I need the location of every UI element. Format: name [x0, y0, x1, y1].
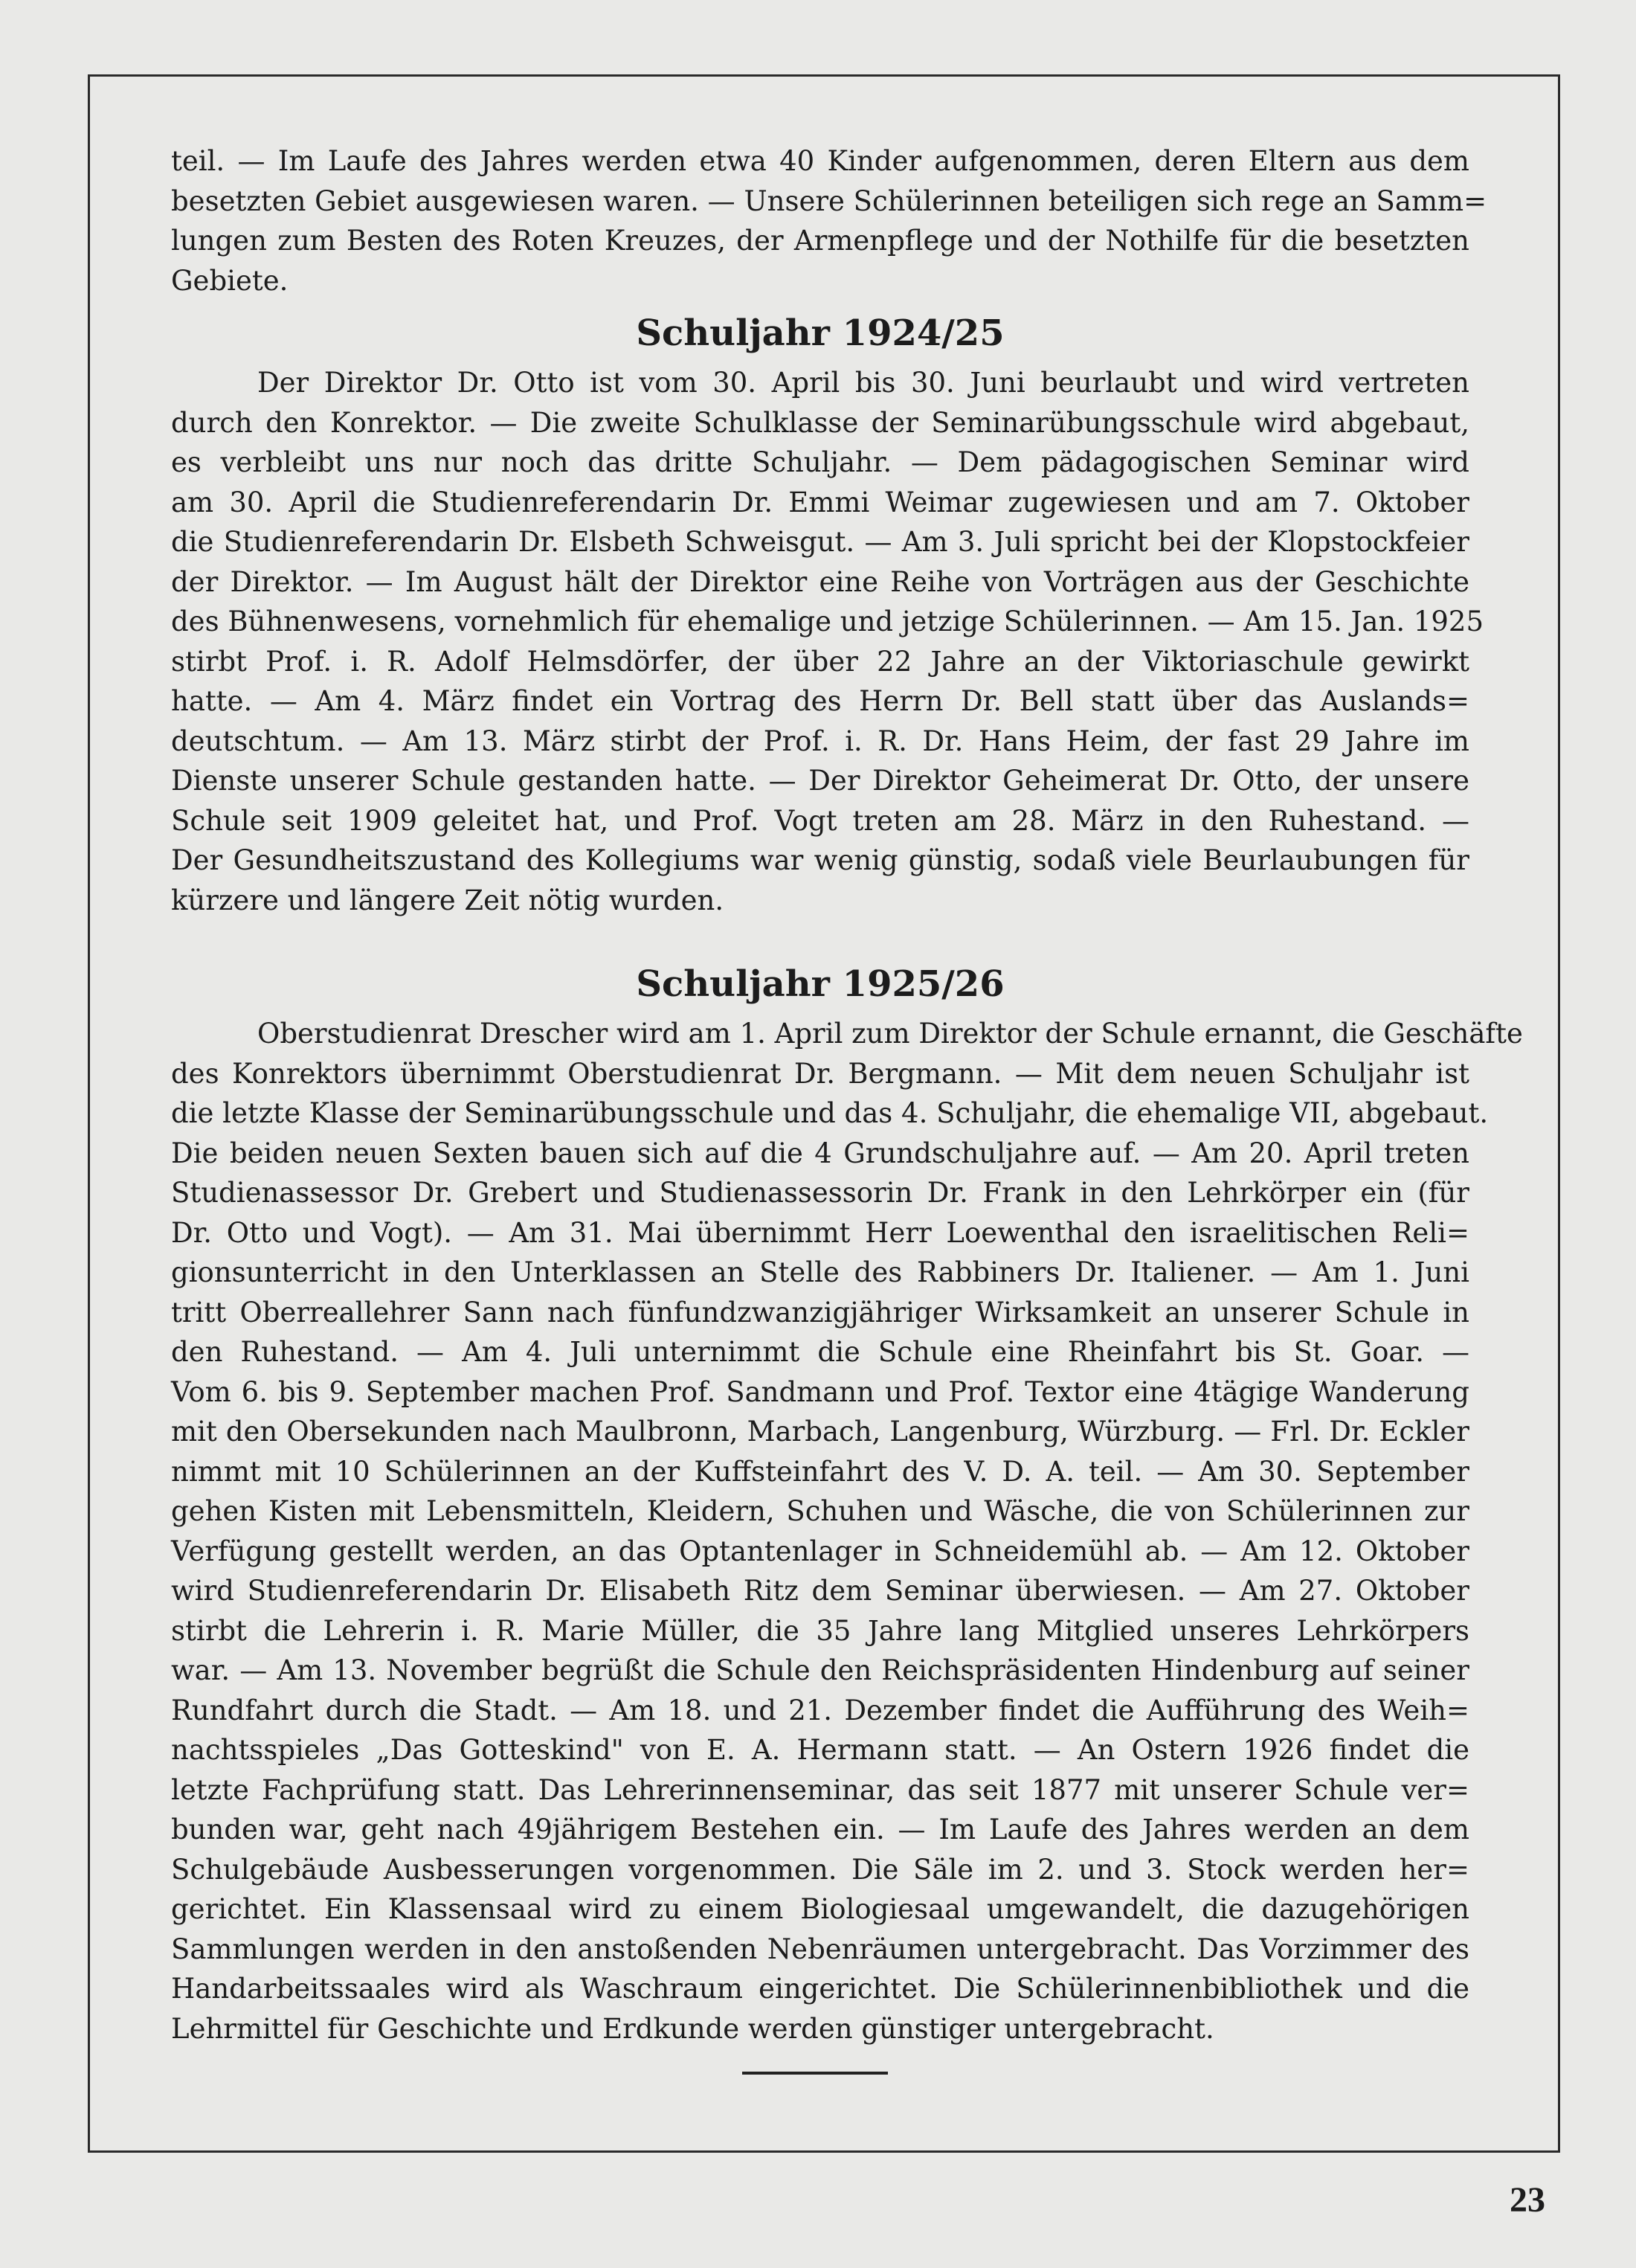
section-heading-1925-26: Schuljahr 1925/26	[636, 963, 1005, 1005]
text-line: die Studienreferendarin Dr. Elsbeth Schweisgut. — Am 3. Juli spricht bei der Klopstockfeier	[171, 526, 1469, 558]
text-line: stirbt die Lehrerin i. R. Marie Müller, die 35 Jahre lang Mitglied unseres Lehrkörpers	[171, 1614, 1469, 1647]
section-end-rule	[742, 2072, 888, 2075]
text-line: gehen Kisten mit Lebensmitteln, Kleidern, Schuhen und Wäsche, die von Schülerinnen zur	[171, 1495, 1469, 1527]
text-line: Die beiden neuen Sexten bauen sich auf die 4 Grundschuljahre auf. — Am 20. April treten	[171, 1137, 1469, 1169]
text-line: Handarbeitssaales wird als Waschraum eingerichtet. Die Schülerinnenbibliothek und die	[171, 1973, 1469, 2005]
text-line: Vom 6. bis 9. September machen Prof. Sandmann und Prof. Textor eine 4tägige Wanderung	[171, 1375, 1469, 1408]
section-1925-26-paragraph	[171, 1014, 1523, 2049]
section-heading-1924-25: Schuljahr 1924/25	[636, 312, 1005, 354]
text-line: der Direktor. — Im August hält der Direktor eine Reihe von Vorträgen aus der Geschichte	[171, 565, 1469, 598]
text-line: hatte. — Am 4. März findet ein Vortrag des Herrn Dr. Bell statt über das Auslands=	[171, 685, 1469, 717]
intro-paragraph	[171, 141, 1487, 301]
text-line: wird Studienreferendarin Dr. Elisabeth Ritz dem Seminar überwiesen. — Am 27. Oktober	[171, 1575, 1469, 1607]
text-line: es verbleibt uns nur noch das dritte Schuljahr. — Dem pädagogischen Seminar wird	[171, 446, 1469, 478]
text-line: durch den Konrektor. — Die zweite Schulklasse der Seminarübungsschule wird abgebaut,	[171, 406, 1469, 439]
text-line: Schule seit 1909 geleitet hat, und Prof. Vogt treten am 28. März in den Ruhestand. —	[171, 804, 1469, 837]
page-number: 23	[1510, 2180, 1545, 2220]
text-line: Oberstudienrat Drescher wird am 1. April zum Direktor der Schule ernannt, die Geschäfte	[257, 1018, 1523, 1050]
text-line: war. — Am 13. November begrüßt die Schule den Reichspräsidenten Hindenburg auf seiner	[171, 1654, 1469, 1686]
text-line: Der Direktor Dr. Otto ist vom 30. April bis 30. Juni beurlaubt und wird vertreten	[257, 367, 1469, 399]
text-line: kürzere und längere Zeit nötig wurden.	[171, 884, 724, 916]
text-line: des Bühnenwesens, vornehmlich für ehemalige und jetzige Schülerinnen. — Am 15. Jan. 1925	[171, 605, 1484, 637]
text-line: Rundfahrt durch die Stadt. — Am 18. und 21. Dezember findet die Aufführung des Weih=	[171, 1694, 1469, 1726]
text-line: Dr. Otto und Vogt). — Am 31. Mai übernimmt Herr Loewenthal den israelitischen Reli=	[171, 1216, 1469, 1249]
text-line: des Konrektors übernimmt Oberstudienrat Dr. Bergmann. — Mit dem neuen Schuljahr ist	[171, 1057, 1469, 1090]
text-line: Lehrmittel für Geschichte und Erdkunde werden günstiger untergebracht.	[171, 2012, 1214, 2045]
text-line: deutschtum. — Am 13. März stirbt der Prof. i. R. Dr. Hans Heim, der fast 29 Jahre im	[171, 725, 1469, 757]
text-line: Schulgebäude Ausbesserungen vorgenommen. Die Säle im 2. und 3. Stock werden her=	[171, 1853, 1469, 1886]
text-line: Der Gesundheitszustand des Kollegiums war wenig günstig, sodaß viele Beurlaubungen für	[171, 844, 1469, 876]
text-line: stirbt Prof. i. R. Adolf Helmsdörfer, der über 22 Jahre an der Viktoriaschule gewirkt	[171, 645, 1469, 678]
text-line: gerichtet. Ein Klassensaal wird zu einem Biologiesaal umgewandelt, die dazugehörigen	[171, 1893, 1469, 1925]
text-line: Dienste unserer Schule gestanden hatte. — Der Direktor Geheimerat Dr. Otto, der unsere	[171, 765, 1469, 797]
text-line: bunden war, geht nach 49jährigem Bestehen ein. — Im Laufe des Jahres werden an dem	[171, 1814, 1469, 1845]
document-body	[171, 141, 1523, 2049]
text-line: nimmt mit 10 Schülerinnen an der Kuffsteinfahrt des V. D. A. teil. — Am 30. September	[171, 1455, 1469, 1488]
text-line: teil. — Im Laufe des Jahres werden etwa 40 Kinder aufgenommen, deren Eltern aus dem	[171, 145, 1469, 177]
text-line: lungen zum Besten des Roten Kreuzes, der Armenpflege und der Nothilfe für die besetzten	[171, 225, 1469, 257]
text-line: Sammlungen werden in den anstoßenden Nebenräumen untergebracht. Das Vorzimmer des	[171, 1933, 1469, 1965]
section-1924-25-paragraph	[171, 363, 1484, 920]
text-line: Studienassessor Dr. Grebert und Studienassessorin Dr. Frank in den Lehrkörper ein (für	[171, 1177, 1469, 1209]
text-line: besetzten Gebiet ausgewiesen waren. — Unsere Schülerinnen beteiligen sich rege an Samm=	[171, 184, 1487, 217]
text-line: tritt Oberreallehrer Sann nach fünfundzwanzigjähriger Wirksamkeit an unserer Schule in	[171, 1296, 1469, 1329]
text-line: Verfügung gestellt werden, an das Optantenlager in Schneidemühl ab. — Am 12. Oktober	[171, 1535, 1469, 1567]
text-line: letzte Fachprüfung statt. Das Lehrerinnenseminar, das seit 1877 mit unserer Schule ver=	[171, 1773, 1469, 1806]
text-line: nachtsspieles „Das Gotteskind" von E. A. Hermann statt. — An Ostern 1926 findet die	[171, 1734, 1469, 1766]
text-line: mit den Obersekunden nach Maulbronn, Marbach, Langenburg, Würzburg. — Frl. Dr. Eckler	[171, 1416, 1469, 1448]
text-line: gionsunterricht in den Unterklassen an Stelle des Rabbiners Dr. Italiener. — Am 1. Juni	[171, 1256, 1469, 1288]
text-line: am 30. April die Studienreferendarin Dr. Emmi Weimar zugewiesen und am 7. Oktober	[171, 486, 1469, 518]
text-line: den Ruhestand. — Am 4. Juli unternimmt die Schule eine Rheinfahrt bis St. Goar. —	[171, 1336, 1469, 1368]
text-line: Gebiete.	[171, 264, 289, 297]
text-line: die letzte Klasse der Seminarübungsschule und das 4. Schuljahr, die ehemalige VII, abgebaut.	[171, 1097, 1489, 1129]
